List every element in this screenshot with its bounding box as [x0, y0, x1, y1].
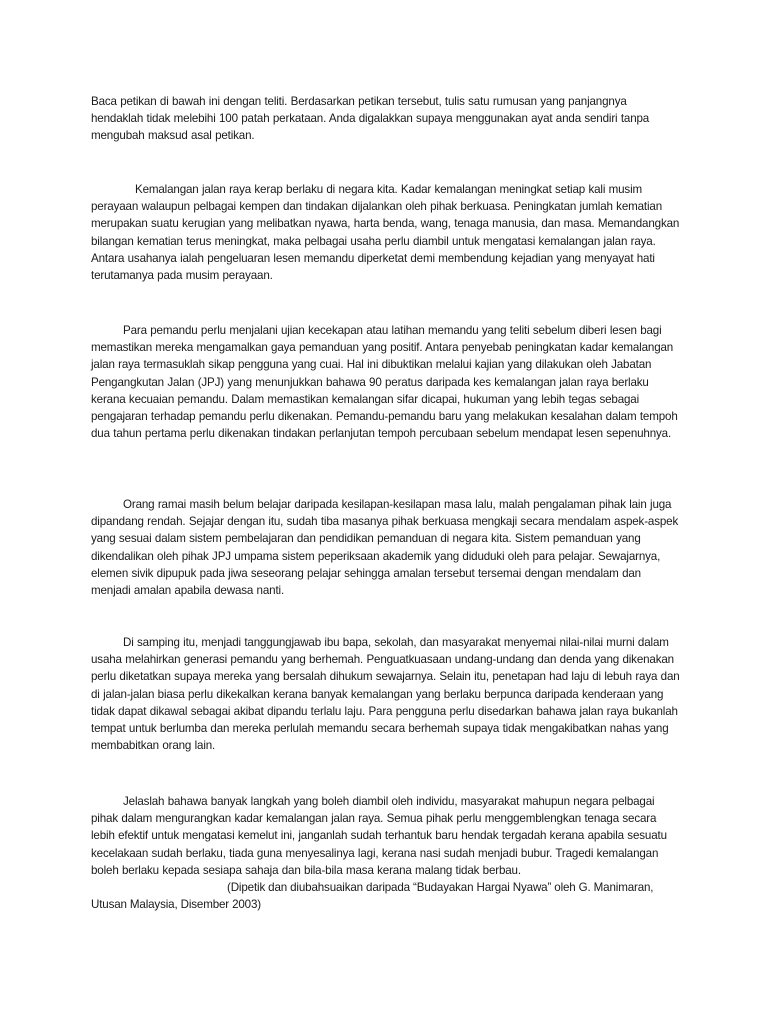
source-citation: (Dipetik dan diubahsuaikan daripada “Budayakan Hargai Nyawa” oleh G. Manimaran, Utusan Malaysia, Disember 2003) [91, 881, 654, 912]
instruction-text: Baca petikan di bawah ini dengan teliti. Berdasarkan petikan tersebut, tulis satu rumusan yang panjangnya hendaklah tidak melebihi 100 patah perkataan. Anda digalakkan supaya menggunakan ayat anda sendiri tanpa mengubah maksud asal petikan. [91, 95, 650, 143]
paragraph-2: Para pemandu perlu menjalani ujian kecekapan atau latihan memandu yang teliti sebelum diberi lesen bagi memastikan mereka mengamalkan gaya pemanduan yang positif. Antara penyebab peningkatan kadar kemalangan jalan raya termasuklah sikap pengguna yang cuai. Hal ini dibuktikan melalui kajian yang dilakukan oleh Jabatan Pengangkutan Jalan (JPJ) yang menunjukkan bahawa 90 peratus daripada kes kemalangan jalan raya berlaku kerana kecuaian pemandu. Dalam memastikan kemalangan sifar dicapai, hukuman yang lebih tegas sebagai pengajaran terhadap pemandu perlu dikenakan. Pemandu-pemandu baru yang melakukan kesalahan dalam tempoh dua tahun pertama perlu dikenakan tindakan perlanjutan tempoh percubaan sebelum mendapat lesen sepenuhnya. [91, 324, 678, 441]
paragraph-5: Jelaslah bahawa banyak langkah yang boleh diambil oleh individu, masyarakat mahupun negara pelbagai pihak dalam mengurangkan kadar kemalangan jalan raya. Semua pihak perlu menggemblengkan tenaga secara lebih efektif untuk mengatasi kemelut ini, janganlah sudah terhantuk baru hendak tergadah kerana apabila sesuatu kecelakaan sudah berlaku, tiada guna menyesalinya lagi, kerana nasi sudah menjadi bubur. Tragedi kemalangan boleh berlaku kepada sesiapa sahaja dan bila-bila masa kerana malang tidak berbau. [91, 795, 667, 877]
paragraph-4: Di samping itu, menjadi tanggungjawab ibu bapa, sekolah, dan masyarakat menyemai nilai-nilai murni dalam usaha melahirkan generasi pemandu yang berhemah. Penguatkuasaan undang-undang dan denda yang dikenakan perlu diketatkan supaya mereka yang bersalah dihukum sewajarnya. Selain itu, penetapan had laju di lebuh raya dan di jalan-jalan biasa perlu dikekalkan kerana banyak kemalangan yang berlaku berpunca daripada kenderaan yang tidak dapat dikawal sebagai akibat dipandu terlalu laju. Para pengguna perlu disedarkan bahawa jalan raya bukanlah tempat untuk berlumba dan mereka perlulah memandu secara berhemah supaya tidak mengakibatkan nahas yang membabitkan orang lain. [91, 636, 680, 753]
paragraph-3: Orang ramai masih belum belajar daripada kesilapan-kesilapan masa lalu, malah pengalaman pihak lain juga dipandang rendah. Sejajar dengan itu, sudah tiba masanya pihak berkuasa mengkaji secara mendalam aspek-aspek yang sesuai dalam sistem pembelajaran dan pendidikan pemanduan di negara kita. Sistem pemanduan yang dikendalikan oleh pihak JPJ umpama sistem peperiksaan akademik yang diduduki oleh para pelajar. Sewajarnya, elemen sivik dipupuk pada jiwa seseorang pelajar sehingga amalan tersebut tersemai dengan mendalam dan menjadi amalan apabila dewasa nanti. [91, 498, 679, 598]
paragraph-1: Kemalangan jalan raya kerap berlaku di negara kita. Kadar kemalangan meningkat setiap kali musim perayaan walaupun pelbagai kempen dan tindakan dijalankan oleh pihak berkuasa. Peningkatan jumlah kematian merupakan suatu kerugian yang melibatkan nyawa, harta benda, wang, tenaga manusia, dan masa. Memandangkan bilangan kematian terus meningkat, maka pelbagai usaha perlu diambil untuk mengatasi kemalangan jalan raya. Antara usahanya ialah pengeluaran lesen memandu diperketat demi membendung kejadian yang menyayat hati terutamanya pada musim perayaan. [91, 183, 680, 283]
